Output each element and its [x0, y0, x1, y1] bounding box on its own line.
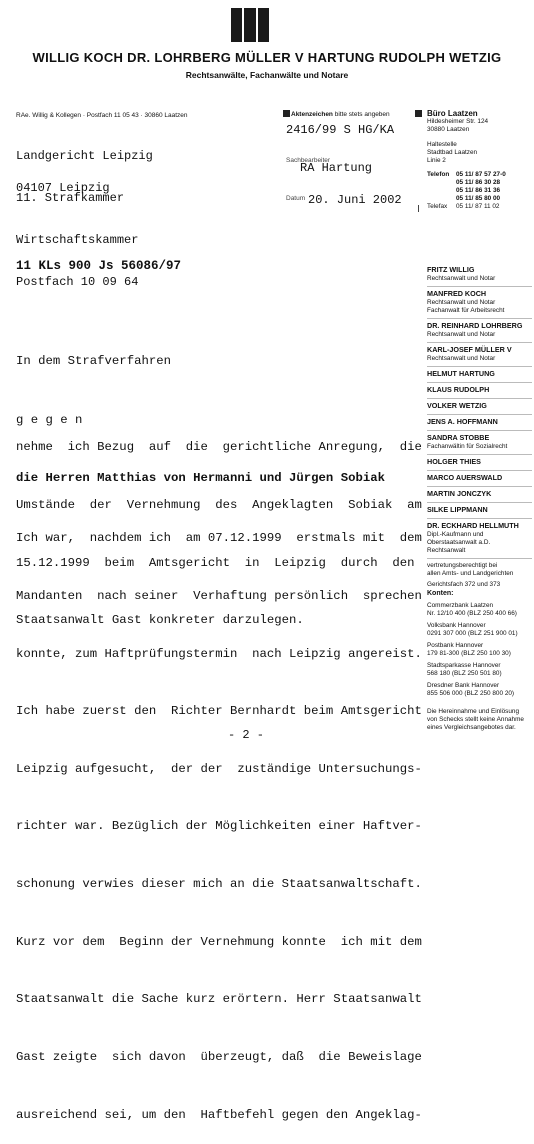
clerk-label: Sachbearbeiter — [286, 157, 331, 164]
partner-entry — [427, 266, 532, 283]
partner-entry — [427, 402, 532, 411]
paragraph-line: Ich habe zuerst den Richter Bernhardt beim Amtsgericht — [16, 704, 422, 719]
partner-name: JENS A. HOFFMANN — [427, 417, 498, 426]
date-value: 20. Juni 2002 — [308, 193, 402, 207]
intro-line-1: In dem Strafverfahren — [16, 354, 171, 368]
firm-subtitle: Rechtsanwälte, Fachanwälte und Notare — [185, 70, 349, 80]
account-number: 855 506 000 (BLZ 250 800 20) — [427, 690, 515, 697]
stop-1: Stadtbad Laatzen — [427, 149, 478, 156]
court-admission-3: Gerichtsfach 372 und 373 — [427, 581, 501, 588]
account-entry — [427, 602, 532, 618]
recipient-line-4: Postfach 10 09 64 — [16, 275, 139, 289]
account-number: 179 81-300 (BLZ 250 100 30) — [427, 650, 511, 657]
paragraph-line: Mandanten nach seiner Verhaftung persönlich sprechen — [16, 589, 422, 604]
intro-line-2: g e g e n — [16, 412, 83, 427]
partner-role: Rechtsanwalt und Notar — [427, 275, 496, 282]
office-city: 30880 Laatzen — [427, 126, 470, 133]
stop-label: Haltestelle — [427, 141, 457, 148]
court-admission-1: vertretungsberechtigt bei — [427, 562, 498, 569]
partner-role: Rechtsanwalt und Notar — [427, 299, 496, 306]
partner-entry — [427, 458, 532, 467]
paragraph-line: ausreichend sei, um den Haftbefehl gegen den Angeklag- — [16, 1107, 422, 1122]
partner-entry — [427, 506, 532, 515]
partner-role: Dipl.-Kaufmann und — [427, 531, 484, 538]
firm-logo — [231, 8, 269, 42]
partner-role: Fachanwalt für Arbeitsrecht — [427, 307, 505, 314]
partner-name: FRITZ WILLIG — [427, 265, 475, 274]
partner-role: Rechtsanwalt und Notar — [427, 355, 496, 362]
paragraph-line: Staatsanwalt die Sache kurz erörtern. Herr Staatsanwalt — [16, 992, 422, 1007]
accounts-footnote-1: Die Hereinnahme und Einlösung — [427, 708, 520, 715]
recipient-city: 04107 Leipzig — [16, 181, 110, 195]
partner-role: Rechtsanwalt und Notar — [427, 331, 496, 338]
account-bank: Commerzbank Laatzen — [427, 602, 494, 609]
paragraph-line: Umstände der Vernehmung des Angeklagten Sobiak am — [16, 498, 422, 513]
account-entry — [427, 642, 532, 658]
partner-entry — [427, 434, 532, 451]
paragraph-line: Leipzig aufgesucht, der der zuständige Untersuchungs- — [16, 761, 422, 776]
paragraph-line: nehme ich Bezug auf die gerichtliche Anregung, die — [16, 440, 422, 455]
partner-list — [427, 266, 532, 589]
account-entry — [427, 682, 532, 698]
office-street: Hildesheimer Str. 124 — [427, 118, 489, 125]
reference-label-suffix: bitte stets angeben — [334, 111, 390, 118]
fax-row — [427, 203, 532, 211]
phone-row — [427, 171, 532, 179]
partner-role: Oberstaatsanwalt a.D. — [427, 539, 491, 546]
accounts-footnote-3: eines Vergleichsangebotes dar. — [427, 724, 516, 731]
partner-name: HELMUT HARTUNG — [427, 369, 495, 378]
account-number: 568 180 (BLZ 250 501 80) — [427, 670, 502, 677]
partner-entry — [427, 474, 532, 483]
case-number: 11 KLs 900 Js 56086/97 — [16, 259, 182, 273]
phone-2: 05 11/ 86 30 28 — [456, 179, 501, 186]
account-bank: Volksbank Hannover — [427, 622, 486, 629]
fold-mark — [418, 205, 419, 212]
reference-label — [291, 111, 390, 118]
partner-role: Fachanwältin für Sozialrecht — [427, 443, 508, 450]
partner-name: MANFRED KOCH — [427, 289, 487, 298]
account-bank: Stadtsparkasse Hannover — [427, 662, 501, 669]
accounts-title: Konten: — [427, 590, 454, 597]
recipient-line-1: Landgericht Leipzig — [16, 149, 153, 163]
date-label: Datum — [286, 195, 306, 202]
partner-entry — [427, 386, 532, 395]
recipient-line-3: Wirtschaftskammer — [16, 233, 139, 247]
phone-label: Telefon — [427, 171, 450, 178]
recipient-line-2: 11. Strafkammer — [16, 191, 125, 205]
recipient-address — [16, 121, 153, 303]
reference-marker-right-icon — [415, 110, 422, 117]
partner-name: SANDRA STOBBE — [427, 433, 490, 442]
partner-name: HOLGER THIES — [427, 457, 481, 466]
partner-role: Rechtsanwalt — [427, 547, 466, 554]
phone-1: 05 11/ 87 57 27-0 — [456, 171, 506, 178]
account-entry — [427, 622, 532, 638]
accounts-block — [427, 590, 532, 732]
office-block — [427, 110, 532, 211]
partner-name: VOLKER WETZIG — [427, 401, 487, 410]
partner-entry — [427, 322, 532, 339]
partner-name: SILKE LIPPMANN — [427, 505, 488, 514]
stop-2: Linie 2 — [427, 157, 446, 164]
partner-entry — [427, 370, 532, 379]
reference-value: 2416/99 S HG/KA — [286, 123, 395, 137]
fax-label: Telefax — [427, 203, 448, 210]
partner-name: DR. ECKHARD HELLMUTH — [427, 521, 519, 530]
partner-name: KLAUS RUDOLPH — [427, 385, 490, 394]
partner-name: DR. REINHARD LOHRBERG — [427, 321, 523, 330]
reference-marker-icon — [283, 110, 290, 117]
paragraph-line: Kurz vor dem Beginn der Vernehmung konnte ich mit dem — [16, 934, 422, 949]
phone-3: 05 11/ 86 31 36 — [456, 187, 501, 194]
page-number: - 2 - — [228, 728, 265, 742]
fax-number: 05 11/ 87 11 02 — [456, 203, 500, 210]
paragraph-line: Staatsanwalt Gast konkreter darzulegen. — [16, 613, 304, 628]
partner-entry — [427, 418, 532, 427]
paragraph-line: Ich war, nachdem ich am 07.12.1999 erstmals mit dem — [16, 531, 422, 546]
intro-defendants: die Herren Matthias von Hermanni und Jürgen Sobiak — [16, 471, 385, 485]
court-admission-2: allen Amts- und Landgerichten — [427, 570, 514, 577]
account-number: 0291 307 000 (BLZ 251 900 01) — [427, 630, 518, 637]
paragraph-line: richter war. Bezüglich der Möglichkeiten einer Haftver- — [16, 819, 422, 834]
partner-entry — [427, 290, 532, 315]
account-bank: Postbank Hannover — [427, 642, 484, 649]
partner-entry — [427, 490, 532, 499]
partner-name: KARL-JOSEF MÜLLER V — [427, 345, 512, 354]
phone-4: 05 11/ 85 80 00 — [456, 195, 501, 202]
paragraph-line: 15.12.1999 beim Amtsgericht in Leipzig durch den — [16, 555, 415, 570]
paragraph-line: schonung verwies dieser mich an die Staatsanwaltschaft. — [16, 877, 422, 892]
clerk-value: RA Hartung — [300, 161, 373, 175]
partner-name: MARTIN JONCZYK — [427, 489, 492, 498]
reference-label-main: Aktenzeichen — [291, 111, 333, 118]
partner-name: MARCO AUERSWALD — [427, 473, 503, 482]
partner-entry — [427, 346, 532, 363]
paragraph-2 — [16, 491, 422, 1144]
partner-entry — [427, 522, 532, 555]
accounts-footnote-2: von Schecks stellt keine Annahme — [427, 716, 524, 723]
paragraph-line: konnte, zum Haftprüfungstermin nach Leipzig angereist. — [16, 646, 422, 661]
account-entry — [427, 662, 532, 678]
office-title: Büro Laatzen — [427, 109, 478, 118]
sender-line: RAe. Willig & Kollegen · Postfach 11 05 43 · 30860 Laatzen — [16, 112, 188, 119]
account-number: Nr. 12/10 400 (BLZ 250 400 66) — [427, 610, 517, 617]
account-bank: Dresdner Bank Hannover — [427, 682, 500, 689]
paragraph-line: Gast zeigte sich davon überzeugt, daß die Beweislage — [16, 1049, 422, 1064]
firm-names: WILLIG KOCH DR. LOHRBERG MÜLLER V HARTUNG RUDOLPH WETZIG — [32, 50, 502, 65]
